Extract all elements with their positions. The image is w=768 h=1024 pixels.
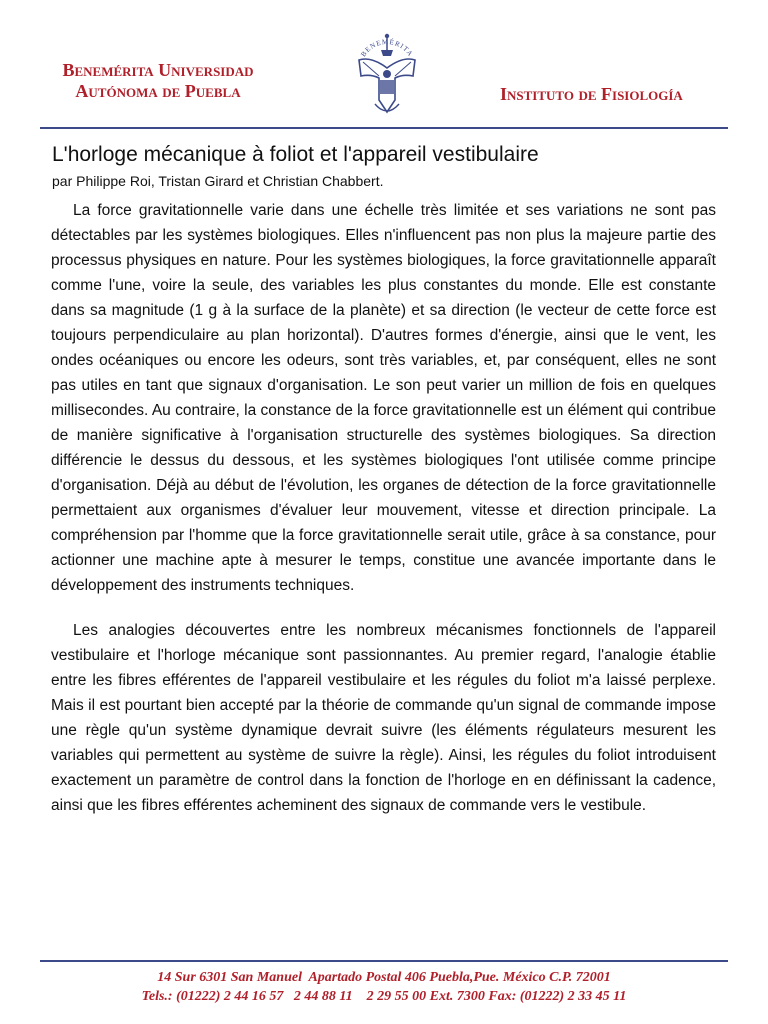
article-authors: par Philippe Roi, Tristan Girard et Christian Chabbert. xyxy=(52,173,384,189)
footer-divider xyxy=(40,960,728,962)
institute-name: Instituto de Fisiología xyxy=(500,84,683,104)
university-name-line2: Autónoma de Puebla xyxy=(75,81,241,101)
footer-address: 14 Sur 6301 San Manuel Apartado Postal 406 Puebla,Pue. México C.P. 72001 xyxy=(157,970,611,985)
article-title: L'horloge mécanique à foliot et l'appareil vestibulaire xyxy=(52,143,539,166)
article-body xyxy=(51,198,716,818)
university-seal-icon xyxy=(347,30,427,122)
footer xyxy=(40,968,728,1006)
letterhead xyxy=(0,0,768,126)
university-name xyxy=(38,60,278,102)
seal-text: BENEMÉRITA xyxy=(359,37,415,59)
footer-phones: Tels.: (01222) 2 44 16 57 2 44 88 11 2 29 55 00 Ext. 7300 Fax: (01222) 2 33 45 11 xyxy=(141,989,627,1004)
paragraph: Les analogies découvertes entre les nombreux mécanismes fonctionnels de l'appareil vestibulaire et l'horloge mécanique sont passionnantes. Au premier regard, l'analogie établie entre les fibres efférentes de l'appareil vestibulaire et les régules du foliot m'a laissé perplexe. Mais il est pourtant bien accepté par la théorie de commande qu'un signal de commande impose une règle qu'un système dynamique devrait suivre (les éléments régulateurs mesurent les variables qui permettent au système de suivre la règle). Ainsi, les régules du foliot introduisent exactement un paramètre de control dans la fonction de l'horloge en en définissant la cadence, ainsi que les fibres efférentes acheminent des signaux de commande vers le vestibule. xyxy=(51,622,716,814)
university-name-line1: Benemérita Universidad xyxy=(62,60,254,80)
header-divider xyxy=(40,127,728,129)
paragraph: La force gravitationnelle varie dans une échelle très limitée et ses variations ne sont pas détectables par les systèmes biologiques. Elles n'influencent pas non plus la majeure partie des processus physiques en nature. Pour les systèmes biologiques, la force gravitationnelle apparaît comme l'une, voire la seule, des variables les plus constantes du monde. Elle est constante dans sa magnitude (1 g à la surface de la planète) et sa direction (le vecteur de cette force est toujours perpendiculaire au plan horizontal). D'autres formes d'énergie, ainsi que le vent, les ondes océaniques ou encore les odeurs, sont très variables, et, par conséquent, elles ne sont pas utiles en tant que signaux d'organisation. Le son peut varier un million de fois en quelques millisecondes. Au contraire, la constance de la force gravitationnelle est un élément qui contribue de manière significative à l'organisation structurelle des systèmes biologiques. Sa direction différencie le dessus du dessous, et les systèmes biologiques l'ont utilisée comme principe d'organisation. Déjà au début de l'évolution, les organes de détection de la force gravitationnelle permettaient aux organismes d'évaluer leur mouvement, vitesse et direction principale. La compréhension par l'homme que la force gravitationnelle serait utile, grâce à sa constance, pour actionner une machine apte à mesurer le temps, constitue une avancée importante dans le développement des instruments techniques. xyxy=(51,202,716,594)
